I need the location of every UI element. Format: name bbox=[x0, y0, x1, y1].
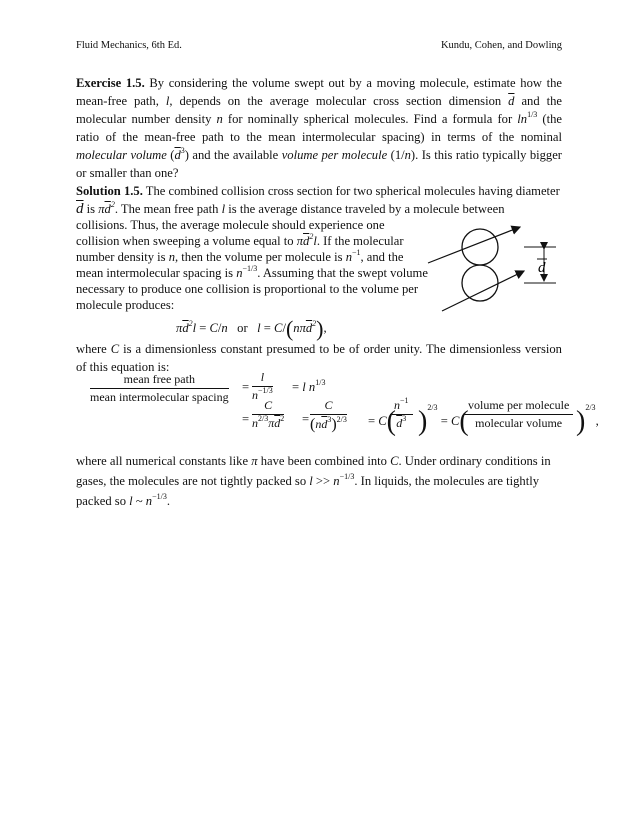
fraction-words bbox=[90, 372, 229, 405]
equation-rhs: = l $n^{1/3}$ bbox=[292, 377, 326, 394]
header-left: Fluid Mechanics, 6th Ed. bbox=[76, 40, 182, 51]
solution-text: , then the volume per molecule is bbox=[175, 250, 343, 264]
var-n: n bbox=[216, 112, 223, 126]
solution-line-1 bbox=[76, 182, 560, 200]
fraction-c-over: $\frac{C}{n^{2/3}\pi\overline{d}^2}$ bbox=[252, 398, 285, 430]
fraction-volumes bbox=[464, 398, 573, 431]
solution-text: is the average distance traveled by a molecule between bbox=[228, 202, 505, 216]
exercise-text: (1/ bbox=[390, 148, 405, 162]
solution-line-4: collision when sweeping a volume equal to $\pi\overline{d}^2l$. If the molecular bbox=[76, 231, 404, 248]
exercise-text: , depends on the average molecular cross section dimension bbox=[169, 94, 502, 108]
solution-text: this equation is: bbox=[89, 360, 170, 374]
collision-figure bbox=[420, 215, 570, 315]
exercise-text: ). Is this ratio typically bigger or smaller than one? bbox=[76, 148, 562, 180]
molecular-volume-term: molecular volume bbox=[76, 148, 167, 162]
solution-text: . In liquids, the molecules are tightly bbox=[354, 474, 539, 488]
solution-text: . Under ordinary conditions in bbox=[398, 454, 551, 468]
equation-close-paren: )$^{2/3}$ = C( bbox=[418, 402, 469, 437]
solution-line-5: number density is n, then the volume per molecule is $n^{-1}$, and the bbox=[76, 247, 404, 264]
solution-text: is a dimensionless constant presumed to be of order unity. The dimensionless version of bbox=[76, 342, 562, 374]
equals-sign: = bbox=[242, 380, 250, 394]
solution-text: have been combined into bbox=[260, 454, 387, 468]
equation-1: $\pi\overline{d}^2l = C/n$ or $l = C/(n\pi\overline{d}^2)$, bbox=[176, 316, 327, 341]
exercise-paragraph: Exercise 1.5. By considering the volume swept out by a moving molecule, estimate how the mean-free path, l, depends on the average molecular cross section dimension $\overline{d}$ and the molecular number density n for nominally spherical molecules. Find a formula for $\ln^{1/3} (the$ ratio of the mean-free path to the mean intermolecular spacing) in terms of the nominal molecular volume $(\overline{d}^3)$ and the available volume per molecule (1/n). Is this ratio typically bigger or smaller than one? bbox=[76, 76, 563, 180]
solution-label: Solution 1.5. bbox=[76, 184, 143, 198]
exercise-text: and the available bbox=[192, 148, 279, 162]
fraction-denominator: mean intermolecular spacing bbox=[90, 390, 229, 404]
solution-line-8: molecule produces: bbox=[76, 298, 175, 312]
solution-line-3: collisions. Thus, the average molecule should experience one bbox=[76, 218, 385, 232]
fraction-c-over-nd3: $\frac{C}{(n\overline{d}^3)^{2/3}}$ bbox=[310, 398, 347, 433]
end-line-3: packed so l ~ $n^{-1/3}$. bbox=[76, 491, 170, 508]
exponent: 1/3 bbox=[527, 109, 538, 119]
fraction-numerator: mean free path bbox=[90, 372, 229, 389]
exercise-text: and the molecular number density bbox=[76, 94, 563, 126]
var-d: $\overline{d}$ bbox=[508, 94, 515, 108]
volume-per-molecule-term: volume per molecule bbox=[281, 148, 388, 162]
ln-symbol: ln bbox=[517, 112, 528, 126]
fraction-l-over-n: $\frac{l}{n^{-1/3}}$ bbox=[252, 370, 273, 402]
exercise-text: for nominally spherical molecules. Find a formula for bbox=[227, 112, 513, 126]
exercise-text: (the ratio of the mean-free path to the mean intermolecular spacing) in terms of the nominal bbox=[76, 112, 562, 144]
molecule-circle-bottom bbox=[462, 265, 498, 301]
solution-text: mean intermolecular spacing is bbox=[76, 266, 234, 280]
equation-c-power: = C( bbox=[368, 406, 396, 437]
fraction-n-over-d3: $\frac{n^{-1}}{\overline{d}^3}$ bbox=[390, 398, 413, 431]
exercise-text: By considering the volume swept out by a moving molecule, estimate how the mean-free path, bbox=[76, 76, 562, 108]
equals-sign: = bbox=[302, 412, 310, 426]
solution-text: , and the bbox=[360, 250, 404, 264]
var-l: l bbox=[165, 94, 170, 108]
solution-line-2: $\overline{d}$ is $\pi\overline{d}^2$. The mean free path l is the average distance traveled by a molecule between bbox=[76, 199, 505, 217]
solution-line-7: necessary to produce one collision is proportional to the volume per bbox=[76, 282, 419, 296]
solution-text: collision when sweeping a volume equal to bbox=[76, 234, 294, 248]
exercise-label: Exercise 1.5. bbox=[76, 76, 145, 90]
trajectory-arrow-bottom bbox=[442, 271, 524, 311]
equals-sign: = bbox=[242, 412, 250, 426]
or-word: or bbox=[237, 320, 248, 335]
fraction-denominator: molecular volume bbox=[475, 416, 563, 430]
solution-text: where bbox=[76, 342, 107, 356]
trajectory-arrow-top bbox=[428, 227, 520, 263]
solution-text: packed so bbox=[76, 494, 127, 508]
figure-label-d: d bbox=[538, 260, 546, 276]
solution-text: The combined collision cross section for two spherical molecules having diameter bbox=[145, 184, 560, 198]
fraction-numerator: volume per molecule bbox=[464, 398, 573, 415]
solution-text: number density is bbox=[76, 250, 166, 264]
equation-final: )$^{2/3}$, bbox=[576, 402, 599, 437]
solution-text: . If the molecular bbox=[316, 234, 404, 248]
solution-text: . The mean free path bbox=[114, 202, 219, 216]
header-right: Kundu, Cohen, and Dowling bbox=[440, 40, 562, 51]
solution-text: . Assuming that the swept volume bbox=[257, 266, 428, 280]
solution-text: gases, the molecules are not tightly packed so bbox=[76, 474, 307, 488]
solution-text: is bbox=[86, 202, 96, 216]
solution-text: where all numerical constants like bbox=[76, 454, 249, 468]
solution-line-6: mean intermolecular spacing is $n^{-1/3}$. Assuming that the swept volume bbox=[76, 263, 428, 280]
end-line-1: where all numerical constants like π have been combined into C. Under ordinary conditions in bbox=[76, 454, 551, 468]
after-eq1-paragraph: where C is a dimensionless constant presumed to be of order unity. The dimensionless version of this equation is: bbox=[76, 342, 562, 374]
solution-text: . bbox=[166, 494, 170, 508]
end-line-2: gases, the molecules are not tightly packed so $l >> n^{-1/3}$. In liquids, the molecules are tightly bbox=[76, 471, 539, 488]
